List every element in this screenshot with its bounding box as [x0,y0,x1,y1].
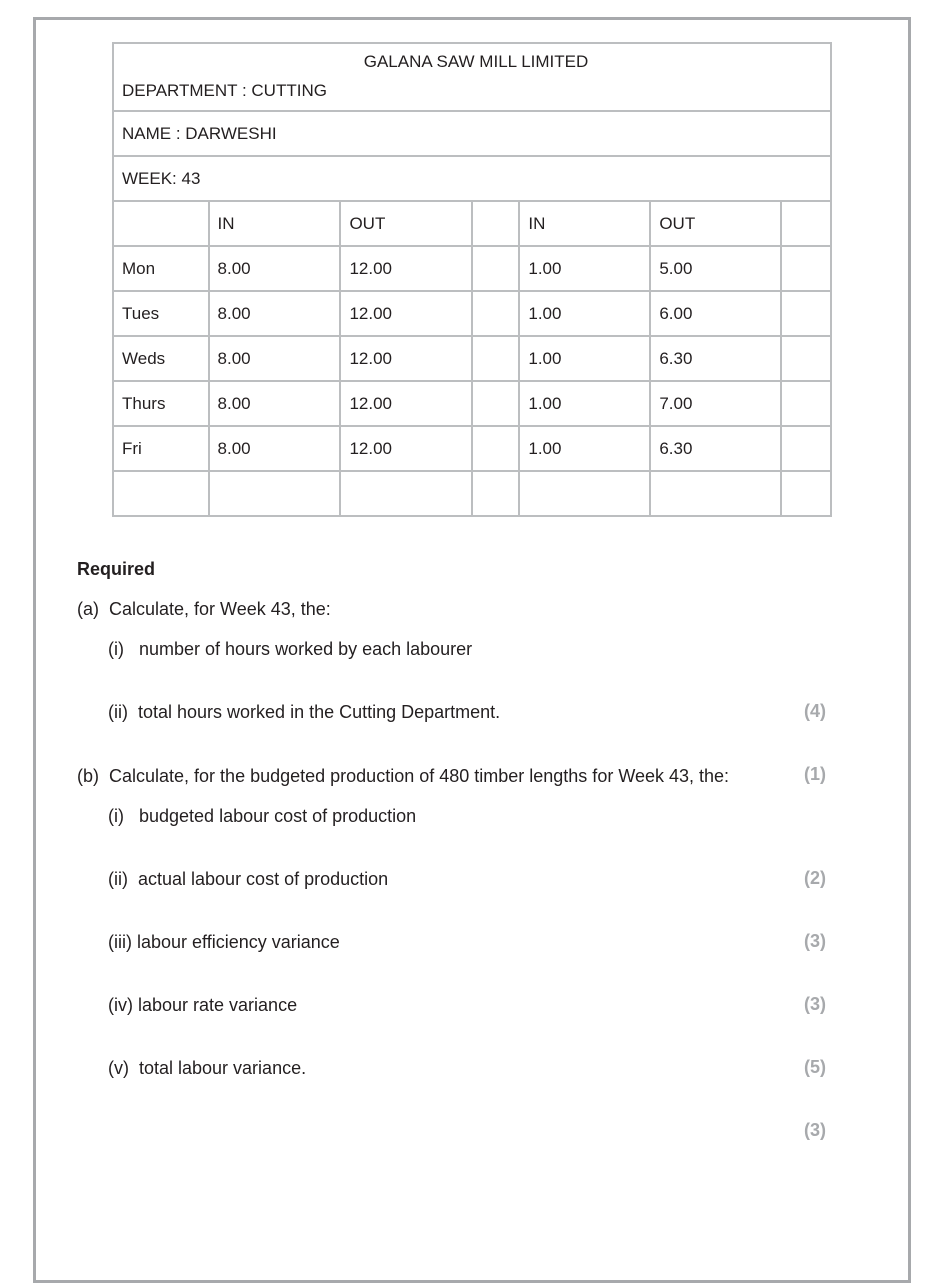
table-cell: 6.30 [650,336,781,381]
question-text: (i) number of hours worked by each labourer [108,639,473,659]
marks-label: (3) [804,1120,826,1140]
table-cell: 1.00 [519,426,650,471]
column-header [781,201,831,246]
table-cell [472,291,520,336]
department: DEPARTMENT : CUTTING [113,76,831,111]
question-text: (i) budgeted labour cost of production [108,806,417,826]
table-cell: 1.00 [519,336,650,381]
table-cell: Tues [113,291,209,336]
table-row [113,471,831,516]
table-cell: 12.00 [340,246,471,291]
table-cell [472,246,520,291]
table-cell: Thurs [113,381,209,426]
column-header-row [113,201,831,246]
table-row [113,246,831,291]
table-cell: 12.00 [340,336,471,381]
column-header [113,201,209,246]
required-heading: Required [77,559,156,579]
question-text: (a) Calculate, for Week 43, the: [77,599,331,619]
company-name: GALANA SAW MILL LIMITED [113,43,831,76]
table-row [113,426,831,471]
table-cell: 8.00 [209,246,341,291]
table-cell [519,471,650,516]
table-cell [472,336,520,381]
question-text: (iii) labour efficiency variance [108,932,340,952]
marks-label: (3) [804,994,826,1014]
table-cell: 8.00 [209,381,341,426]
marks-label: (1) [804,764,826,784]
table-cell [209,471,341,516]
table-cell [472,471,520,516]
question-text: (v) total labour variance. [108,1058,307,1078]
time-card-table [112,42,832,517]
table-cell: 6.30 [650,426,781,471]
table-cell: 12.00 [340,381,471,426]
table-cell: 8.00 [209,336,341,381]
table-cell: 1.00 [519,291,650,336]
question-text: (ii) actual labour cost of production [108,869,389,889]
marks-label: (2) [804,868,826,888]
table-cell: 6.00 [650,291,781,336]
table-cell [781,291,831,336]
table-row [113,336,831,381]
employee-name: NAME : DARWESHI [113,111,831,156]
table-cell: Mon [113,246,209,291]
table-cell: 5.00 [650,246,781,291]
table-cell: 1.00 [519,246,650,291]
table-cell: 8.00 [209,291,341,336]
question-text: (b) Calculate, for the budgeted production of 480 timber lengths for Week 43, the: [77,766,730,786]
table-cell [781,381,831,426]
table-cell: Fri [113,426,209,471]
question-text: (iv) labour rate variance [108,995,298,1015]
marks-label: (3) [804,931,826,951]
marks-label: (5) [804,1057,826,1077]
table-cell [650,471,781,516]
table-cell: 12.00 [340,291,471,336]
table-cell [340,471,471,516]
table-cell [113,471,209,516]
table-cell [472,426,520,471]
table-cell: Weds [113,336,209,381]
table-cell [781,336,831,381]
week: WEEK: 43 [113,156,831,201]
question-text: (ii) total hours worked in the Cutting Department. [108,702,501,722]
table-cell [472,381,520,426]
column-header [472,201,520,246]
table-cell [781,426,831,471]
table-cell: 7.00 [650,381,781,426]
column-header: IN [519,201,650,246]
column-header: OUT [650,201,781,246]
table-cell [781,246,831,291]
table-row [113,291,831,336]
table-cell: 8.00 [209,426,341,471]
column-header: OUT [340,201,471,246]
table-cell [781,471,831,516]
table-cell: 1.00 [519,381,650,426]
column-header: IN [209,201,341,246]
marks-label: (4) [804,701,826,721]
table-cell: 12.00 [340,426,471,471]
table-row [113,381,831,426]
